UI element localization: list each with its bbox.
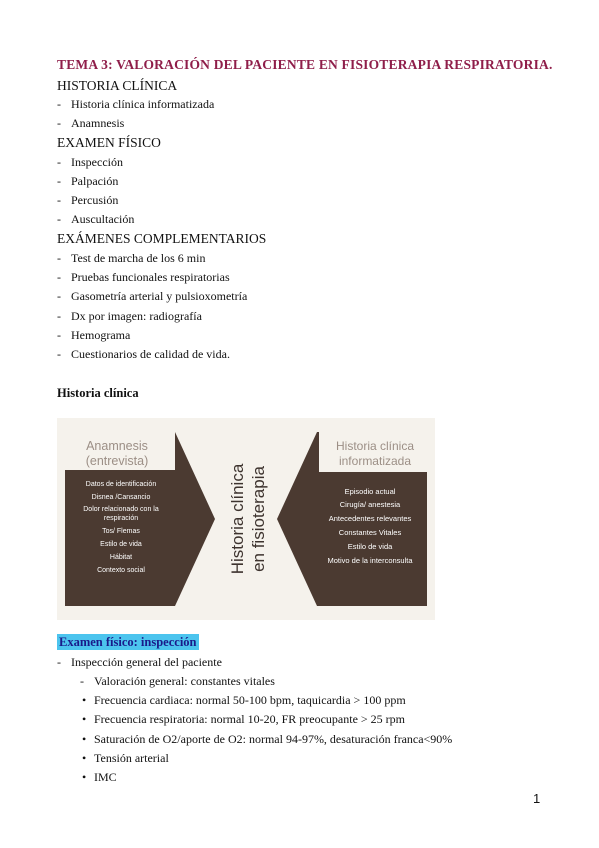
right-item: Motivo de la interconsulta — [327, 556, 413, 565]
list-item: - Auscultación — [57, 212, 135, 226]
list-item: - Hemograma — [57, 328, 131, 342]
bullet-item: • IMC — [82, 770, 117, 784]
left-title-2: (entrevista) — [85, 454, 149, 468]
document-title: TEMA 3: VALORACIÓN DEL PACIENTE EN FISIOTERAPIA RESPIRATORIA. — [57, 57, 553, 72]
section-title-historia-clinica: Historia clínica — [57, 386, 139, 400]
left-item: Contexto social — [97, 567, 145, 574]
left-item: Hábitat — [109, 554, 133, 561]
list-item: - Anamnesis — [57, 116, 125, 130]
bullet-item: • Saturación de O2/aporte de O2: normal 94-97%, desaturación franca<90% — [82, 732, 453, 746]
list-item: - Gasometría arterial y pulsioxometría — [57, 289, 248, 303]
list-item: - Pruebas funcionales respiratorias — [57, 270, 230, 284]
right-item: Estilo de vida — [347, 542, 393, 551]
list-item: - Dx por imagen: radiografía — [57, 309, 202, 323]
right-item: Antecedentes relevantes — [328, 514, 412, 523]
left-item: Estilo de vida — [100, 541, 142, 548]
list-item: - Percusión — [57, 193, 119, 207]
heading-historia-clinica: HISTORIA CLÍNICA — [57, 78, 178, 93]
historia-clinica-diagram — [57, 418, 435, 620]
right-item: Cirugía/ anestesia — [339, 500, 401, 509]
left-title-1: Anamnesis — [86, 439, 148, 453]
right-item: Constantes Vitales — [338, 528, 402, 537]
list-item: - Palpación — [57, 174, 119, 188]
list-item: - Test de marcha de los 6 min — [57, 251, 206, 265]
sub-list-item: - Valoración general: constantes vitales — [80, 674, 275, 688]
left-item: Dolor relacionado con la — [83, 506, 159, 513]
list-item: - Inspección general del paciente — [57, 655, 222, 669]
right-title-1: Historia clínica — [335, 439, 415, 453]
left-item: respiración — [103, 515, 139, 522]
center-title-1: Historia clínica — [228, 463, 247, 575]
heading-examen-fisico: EXAMEN FÍSICO — [57, 135, 161, 150]
section-title-inspeccion: Examen físico: inspección — [59, 635, 197, 649]
page-number: 1 — [533, 791, 541, 806]
list-item: - Cuestionarios de calidad de vida. — [57, 347, 230, 361]
bullet-item: • Frecuencia respiratoria: normal 10-20, FR preocupante > 25 rpm — [82, 712, 406, 726]
list-item: - Historia clínica informatizada — [57, 97, 215, 111]
center-title-2: en fisioterapia — [249, 466, 268, 572]
list-item: - Inspección — [57, 155, 123, 169]
right-title-2: informatizada — [338, 454, 412, 468]
left-item: Datos de identificación — [85, 481, 157, 488]
left-item: Disnea /Cansancio — [91, 494, 151, 501]
heading-examenes-complementarios: EXÁMENES COMPLEMENTARIOS — [57, 231, 267, 246]
left-item: Tos/ Flemas — [102, 528, 140, 535]
bullet-item: • Tensión arterial — [82, 751, 169, 765]
bullet-item: • Frecuencia cardiaca: normal 50-100 bpm, taquicardia > 100 ppm — [82, 693, 406, 707]
right-item: Episodio actual — [344, 487, 396, 496]
